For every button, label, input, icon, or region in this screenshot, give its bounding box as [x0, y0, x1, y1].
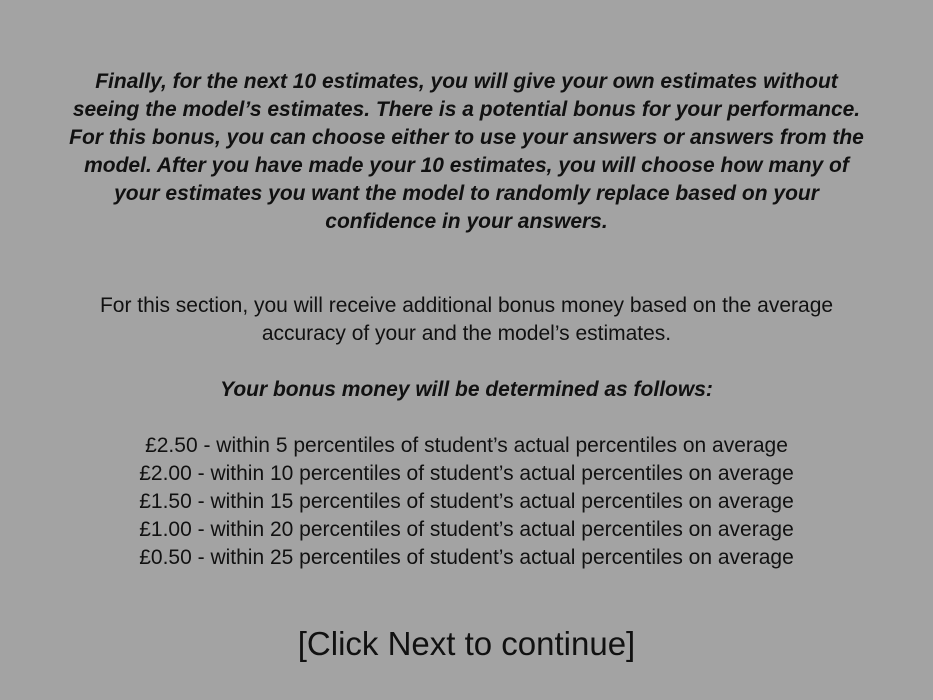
intro-paragraph: Finally, for the next 10 estimates, you will give your own estimates without seeing the model’s estimates. There is a potential bonus for your performance. For this bonus, you can choose either to use your answers or answers from the model. After you have made your 10 estimates, you will choose how many of your estimates you want the model to randomly replace based on your confidence in your answers.: [69, 70, 864, 233]
bonus-tier-item: £2.00 - within 10 percentiles of student’s actual percentiles on average: [139, 462, 794, 485]
continue-prompt: [Click Next to continue]: [297, 625, 636, 662]
bonus-tier-list: [60, 432, 873, 572]
bonus-tier-item: £1.00 - within 20 percentiles of student’s actual percentiles on average: [139, 518, 794, 541]
bonus-tier-item: £0.50 - within 25 percentiles of student’s actual percentiles on average: [139, 546, 794, 569]
section-bonus-info: For this section, you will receive additional bonus money based on the average accuracy of your and the model’s estimates.: [99, 294, 834, 345]
bonus-tier-item: £2.50 - within 5 percentiles of student’s actual percentiles on average: [145, 434, 788, 457]
bonus-heading: Your bonus money will be determined as follows:: [220, 378, 713, 401]
bonus-tier-item: £1.50 - within 15 percentiles of student’s actual percentiles on average: [139, 490, 794, 513]
